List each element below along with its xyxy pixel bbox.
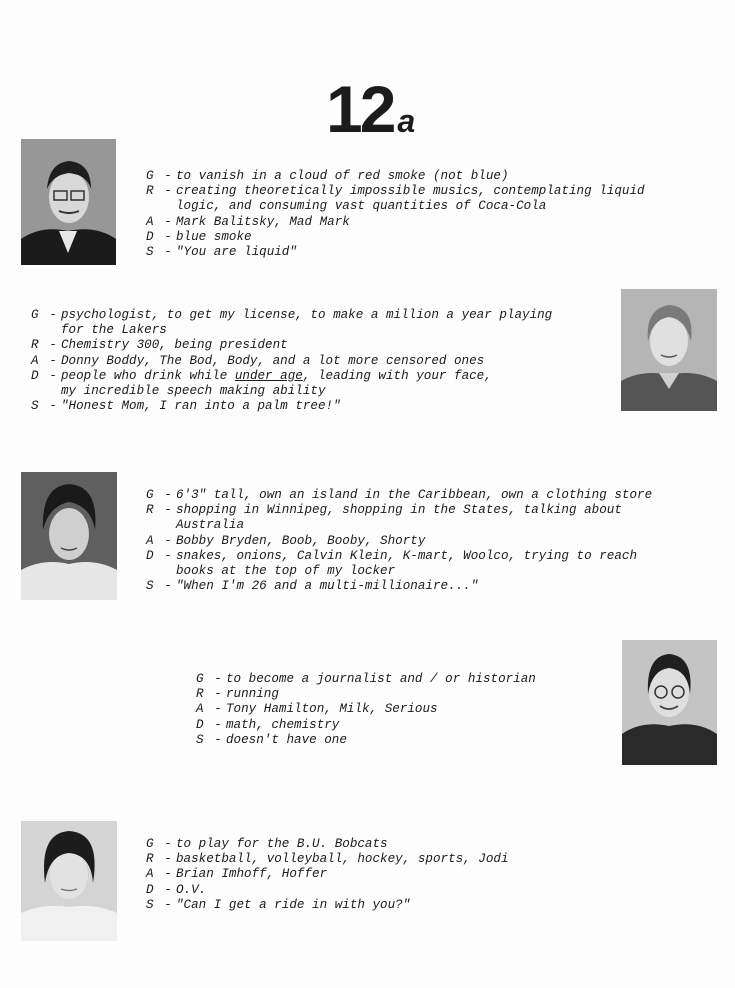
recreation-line: R - running <box>196 687 279 702</box>
dislike-line-cont: books at the top of my locker <box>176 564 396 579</box>
goal-line: G - to become a journalist and / or historian <box>196 672 536 686</box>
dislike-line: D - snakes, onions, Calvin Klein, K-mart, Woolco, trying to reach <box>146 548 638 563</box>
dislike-line: D - people who drink while under age, leading with your face, <box>31 368 492 383</box>
student-entry-4 <box>196 672 536 748</box>
page-number: 12 <box>326 72 394 146</box>
dislike-line: D - O.V. <box>146 882 207 897</box>
recreation-line-cont: logic, and consuming vast quantities of Coca-Cola <box>176 199 547 214</box>
alias-line: A - Tony Hamilton, Milk, Serious <box>196 702 438 717</box>
portrait-image <box>622 640 717 765</box>
portrait-image <box>21 821 117 941</box>
portrait-image <box>21 139 116 265</box>
goal-line: G - psychologist, to get my license, to make a million a year playing <box>31 308 553 322</box>
recreation-line: R - shopping in Winnipeg, shopping in the States, talking about <box>146 503 622 518</box>
alias-line: A - Bobby Bryden, Boob, Booby, Shorty <box>146 533 426 548</box>
recreation-line: R - creating theoretically impossible musics, contemplating liquid <box>146 184 645 199</box>
alias-line: A - Mark Balitsky, Mad Mark <box>146 214 350 229</box>
student-photo <box>21 472 117 600</box>
goal-line-cont: for the Lakers <box>61 323 167 338</box>
goal-line: G - 6'3" tall, own an island in the Caribbean, own a clothing store <box>146 488 653 502</box>
student-photo <box>621 289 717 411</box>
alias-line: A - Brian Imhoff, Hoffer <box>146 867 328 882</box>
saying-line: S - doesn't have one <box>196 732 347 747</box>
goal-line: G - to vanish in a cloud of red smoke (not blue) <box>146 169 509 183</box>
student-entry-2 <box>31 308 552 414</box>
section-letter: a <box>397 103 416 139</box>
alias-line: A - Donny Boddy, The Bod, Body, and a lot more censored ones <box>31 353 485 368</box>
student-photo <box>622 640 717 765</box>
dislike-line: D - blue smoke <box>146 229 252 244</box>
recreation-line: R - basketball, volleyball, hockey, sports, Jodi <box>146 852 509 867</box>
saying-line: S - "When I'm 26 and a multi-millionaire..." <box>146 579 479 594</box>
student-photo <box>21 821 117 941</box>
underlined-text: under age <box>234 368 303 383</box>
portrait-image <box>621 289 717 411</box>
student-photo <box>21 139 116 265</box>
student-entry-5 <box>146 837 509 913</box>
page-title <box>326 72 416 146</box>
student-entry-3 <box>146 488 652 594</box>
saying-line: S - "You are liquid" <box>146 245 297 260</box>
dislike-line-cont: my incredible speech making ability <box>61 384 326 399</box>
dislike-line: D - math, chemistry <box>196 717 340 732</box>
recreation-line: R - Chemistry 300, being president <box>31 338 288 353</box>
goal-line: G - to play for the B.U. Bobcats <box>146 837 388 851</box>
saying-line: S - "Can I get a ride in with you?" <box>146 897 411 912</box>
recreation-line-cont: Australia <box>176 518 245 533</box>
portrait-image <box>21 472 117 600</box>
saying-line: S - "Honest Mom, I ran into a palm tree!" <box>31 399 341 414</box>
student-entry-1 <box>146 169 645 260</box>
